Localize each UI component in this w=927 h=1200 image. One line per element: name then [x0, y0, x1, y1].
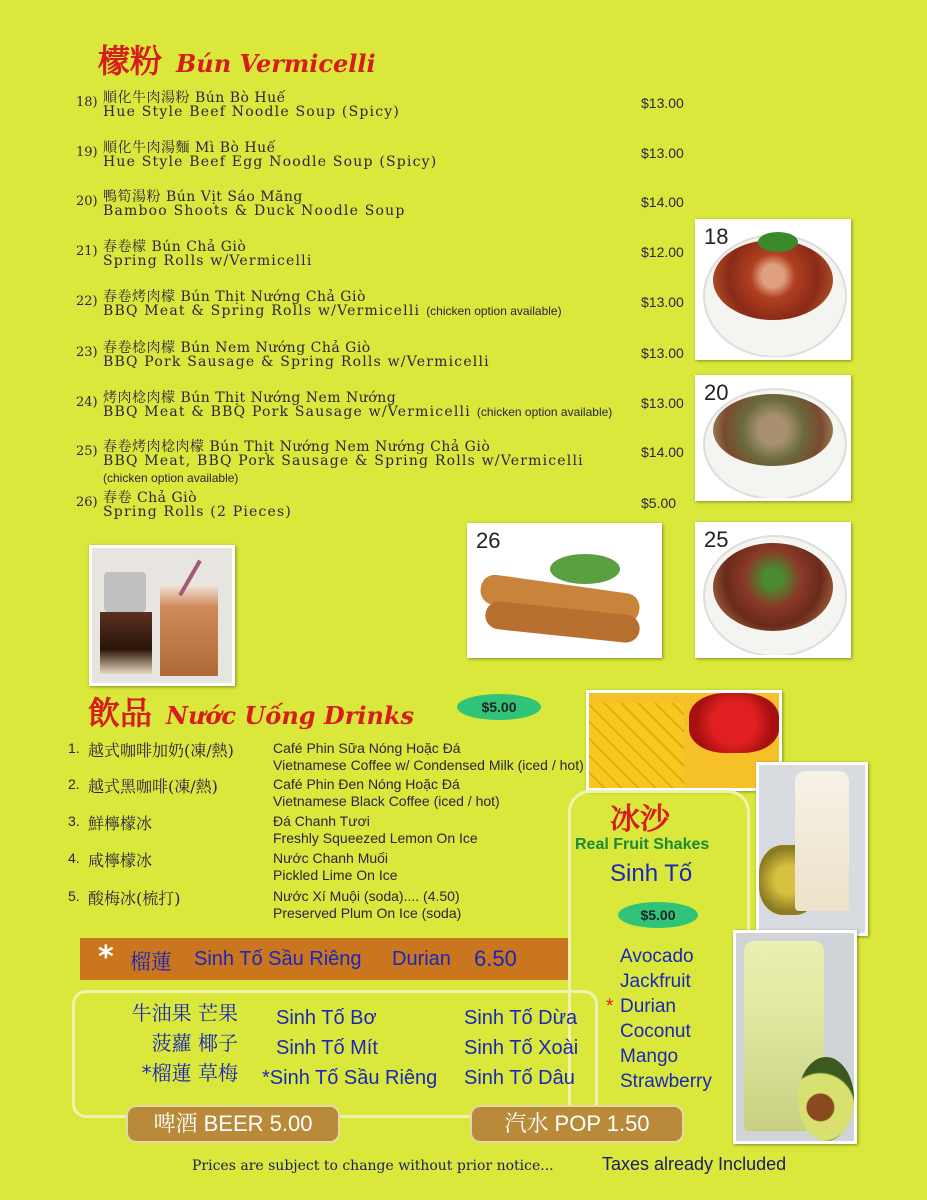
item-number: 25)	[76, 444, 98, 459]
mango-shape	[589, 703, 684, 788]
item-name-zh-vi: 鴨筍湯粉 Bún Vịt Sáo Măng	[103, 189, 303, 205]
item-number: 23)	[76, 345, 98, 360]
photo-number: 26	[476, 528, 501, 553]
shake-en-item[interactable]: * Durian	[606, 996, 676, 1017]
drink-number: 4.	[68, 850, 80, 866]
shake-vi-item[interactable]: Sinh Tố Mít	[276, 1037, 378, 1059]
shake-vi-item[interactable]: Sinh Tố Bơ	[276, 1007, 377, 1029]
item-price: $12.00	[641, 244, 684, 260]
durian-zh: 榴蓮	[130, 950, 172, 974]
shakes-title-cjk: 冰沙	[610, 802, 670, 837]
star-marker: *	[606, 996, 614, 1017]
item-name-zh-vi: 春卷烤肉棯肉檬 Bún Thịt Nướng Nem Nướng Chả Giò	[103, 439, 491, 455]
item-name-en: BBQ Meat & Spring Rolls w/Vermicelli (chicken option available)	[103, 303, 562, 319]
menu-item-18[interactable]	[76, 82, 696, 132]
drink-name-zh: 越式黑咖啡(凍/熱)	[88, 777, 218, 796]
durian-en: Durian	[392, 948, 451, 970]
durian-bar[interactable]	[80, 938, 568, 980]
item-number: 24)	[76, 395, 98, 410]
item-number: 19)	[76, 145, 98, 160]
shakes-vi-col2	[464, 1003, 578, 1093]
drink-name-vi: Café Phin Sữa Nóng Hoặc Đá	[273, 740, 461, 756]
photo-coffee	[89, 545, 235, 686]
drink-item-2[interactable]	[68, 774, 588, 810]
drinks-price-badge: $5.00	[457, 694, 541, 720]
shake-glass-shape	[795, 771, 849, 911]
photo-durian-shake	[756, 762, 868, 936]
item-name-en: BBQ Meat, BBQ Pork Sausage & Spring Rolls w/Vermicelli	[103, 453, 584, 469]
drink-name-vi: Nước Xí Muội (soda).... (4.50)	[273, 888, 460, 904]
shake-vi-item[interactable]: *Sinh Tố Sầu Riêng	[262, 1067, 438, 1089]
item-name-zh-vi: 春卷檬 Bún Chả Giò	[103, 239, 247, 255]
photo-dish-18	[695, 219, 851, 360]
item-price: $13.00	[641, 145, 684, 161]
menu-item-23[interactable]	[76, 332, 696, 382]
drinks-title-cjk: 飲品	[88, 694, 153, 732]
chicken-option-note: (chicken option available)	[476, 405, 613, 419]
herb-shape	[758, 232, 798, 252]
drink-name-zh: 酸梅冰(梳打)	[88, 889, 181, 908]
item-price: $13.00	[641, 345, 684, 361]
shake-en-item[interactable]: Coconut	[620, 1021, 691, 1042]
shake-en-item[interactable]: Mango	[620, 1046, 679, 1067]
drink-item-3[interactable]	[68, 811, 588, 847]
drink-number: 3.	[68, 813, 80, 829]
shakes-title-en: Real Fruit Shakes	[575, 836, 710, 853]
drink-item-1[interactable]	[68, 738, 588, 774]
shakes-en-list	[606, 944, 712, 1094]
drinks-title	[88, 688, 414, 734]
menu-item-25[interactable]	[76, 431, 696, 485]
footer-tax: Taxes already Included	[602, 1154, 787, 1174]
item-name-en: Hue Style Beef Noodle Soup (Spicy)	[103, 104, 401, 120]
photo-dish-20	[695, 375, 851, 501]
avocado-shape	[798, 1057, 854, 1141]
shake-en-item[interactable]: Strawberry	[620, 1071, 712, 1092]
chicken-option-note: (chicken option available)	[103, 471, 239, 485]
herb-shape	[550, 554, 620, 584]
item-price: $14.00	[641, 444, 684, 460]
drink-number: 2.	[68, 776, 80, 792]
photo-number: 20	[704, 380, 729, 405]
photo-avocado-shake	[733, 930, 857, 1144]
drink-name-vi: Đá Chanh Tươi	[273, 813, 370, 829]
photo-mango-strawberry	[586, 690, 782, 791]
drink-number: 1.	[68, 740, 80, 756]
item-name-zh-vi: 春卷 Chả Giò	[103, 490, 198, 506]
vermicelli-title-script: Bún Vermicelli	[176, 49, 376, 78]
item-price: $5.00	[641, 495, 677, 511]
drink-number: 5.	[68, 888, 80, 904]
drink-name-en: Vietnamese Coffee w/ Condensed Milk (iced / hot)	[273, 757, 584, 773]
item-price: $14.00	[641, 194, 684, 210]
item-name-en: BBQ Meat & BBQ Pork Sausage w/Vermicelli (chicken option available)	[103, 404, 613, 420]
item-price: $13.00	[641, 95, 684, 111]
item-number: 20)	[76, 194, 98, 209]
shake-zh-row: 菠蘿 椰子	[151, 1031, 238, 1055]
menu-item-22[interactable]	[76, 281, 696, 331]
item-number: 21)	[76, 244, 98, 259]
shake-en-item[interactable]: Avocado	[620, 946, 694, 967]
star-marker: *	[98, 940, 114, 975]
drink-name-en: Pickled Lime On Ice	[273, 867, 398, 883]
photo-dish-26	[467, 523, 662, 658]
shake-vi-item[interactable]: Sinh Tố Dừa	[464, 1007, 578, 1029]
drink-name-zh: 鮮檸檬冰	[88, 814, 153, 833]
menu-item-20[interactable]	[76, 181, 696, 231]
shakes-zh-col	[98, 998, 238, 1088]
drink-name-en: Preserved Plum On Ice (soda)	[273, 905, 462, 921]
strawberry-shape	[689, 693, 779, 753]
item-number: 26)	[76, 495, 98, 510]
drink-name-vi: Café Phin Đen Nóng Hoặc Đá	[273, 776, 460, 792]
coffee-glass-shape	[100, 612, 152, 674]
shakes-price-badge: $5.00	[618, 902, 698, 928]
shakes-vi-col1	[262, 1003, 437, 1093]
iced-coffee-shape	[160, 584, 218, 676]
drink-name-zh: 咸檸檬冰	[88, 851, 153, 870]
soup-shape	[713, 240, 833, 320]
drink-name-zh: 越式咖啡加奶(凍/熱)	[88, 741, 234, 760]
beer-price: 啤酒 BEER 5.00	[126, 1105, 340, 1143]
photo-dish-25	[695, 522, 851, 658]
item-name-zh-vi: 烤肉棯肉檬 Bún Thịt Nướng Nem Nướng	[103, 390, 397, 406]
pop-price: 汽水 POP 1.50	[470, 1105, 684, 1143]
item-number: 18)	[76, 95, 98, 110]
item-name-en: Spring Rolls w/Vermicelli	[103, 253, 313, 269]
item-price: $13.00	[641, 395, 684, 411]
shake-zh-row: 牛油果 芒果	[131, 1001, 238, 1025]
coffee-filter-shape	[104, 572, 146, 612]
item-price: $13.00	[641, 294, 684, 310]
menu-item-24[interactable]	[76, 382, 696, 432]
item-name-en: Spring Rolls (2 Pieces)	[103, 504, 293, 520]
item-name-en: Hue Style Beef Egg Noodle Soup (Spicy)	[103, 154, 438, 170]
menu-item-21[interactable]	[76, 231, 696, 281]
drink-name-en: Freshly Squeezed Lemon On Ice	[273, 830, 478, 846]
shakes-title-vi: Sinh Tố	[610, 860, 693, 887]
shake-vi-item[interactable]: Sinh Tố Xoài	[464, 1037, 579, 1059]
meat-shape	[713, 543, 833, 631]
shake-en-item[interactable]: Jackfruit	[620, 971, 691, 992]
item-name-en: BBQ Pork Sausage & Spring Rolls w/Vermicelli	[103, 354, 490, 370]
durian-vi: Sinh Tố Sầu Riêng	[194, 948, 362, 970]
vermicelli-title	[98, 36, 376, 82]
soup-shape	[713, 394, 833, 466]
shake-vi-item[interactable]: Sinh Tố Dâu	[464, 1067, 575, 1089]
chicken-option-note: (chicken option available)	[426, 304, 562, 318]
drink-name-en: Vietnamese Black Coffee (iced / hot)	[273, 793, 500, 809]
photo-number: 18	[704, 224, 729, 249]
item-name-zh-vi: 春卷烤肉檬 Bún Thịt Nướng Chả Giò	[103, 289, 366, 305]
item-name-zh-vi: 春卷棯肉檬 Bún Nem Nướng Chả Giò	[103, 340, 371, 356]
drinks-title-script: Nước Uống Drinks	[166, 701, 415, 730]
shake-zh-row: *榴蓮 草梅	[141, 1061, 238, 1085]
drink-name-vi: Nước Chanh Muối	[273, 850, 389, 866]
drink-item-4[interactable]	[68, 848, 588, 884]
item-name-zh-vi: 順化牛肉湯粉 Bún Bò Huế	[103, 90, 286, 106]
footer-notice: Prices are subject to change without prior notice...	[192, 1158, 554, 1174]
durian-price: 6.50	[474, 946, 517, 971]
vermicelli-title-cjk: 檬粉	[98, 42, 163, 80]
item-name-zh-vi: 順化牛肉湯麵 Mì Bò Huế	[103, 140, 276, 156]
item-number: 22)	[76, 294, 98, 309]
item-name-en: Bamboo Shoots & Duck Noodle Soup	[103, 203, 406, 219]
drink-item-5[interactable]	[68, 886, 588, 922]
photo-number: 25	[704, 527, 729, 552]
menu-item-19[interactable]	[76, 132, 696, 182]
